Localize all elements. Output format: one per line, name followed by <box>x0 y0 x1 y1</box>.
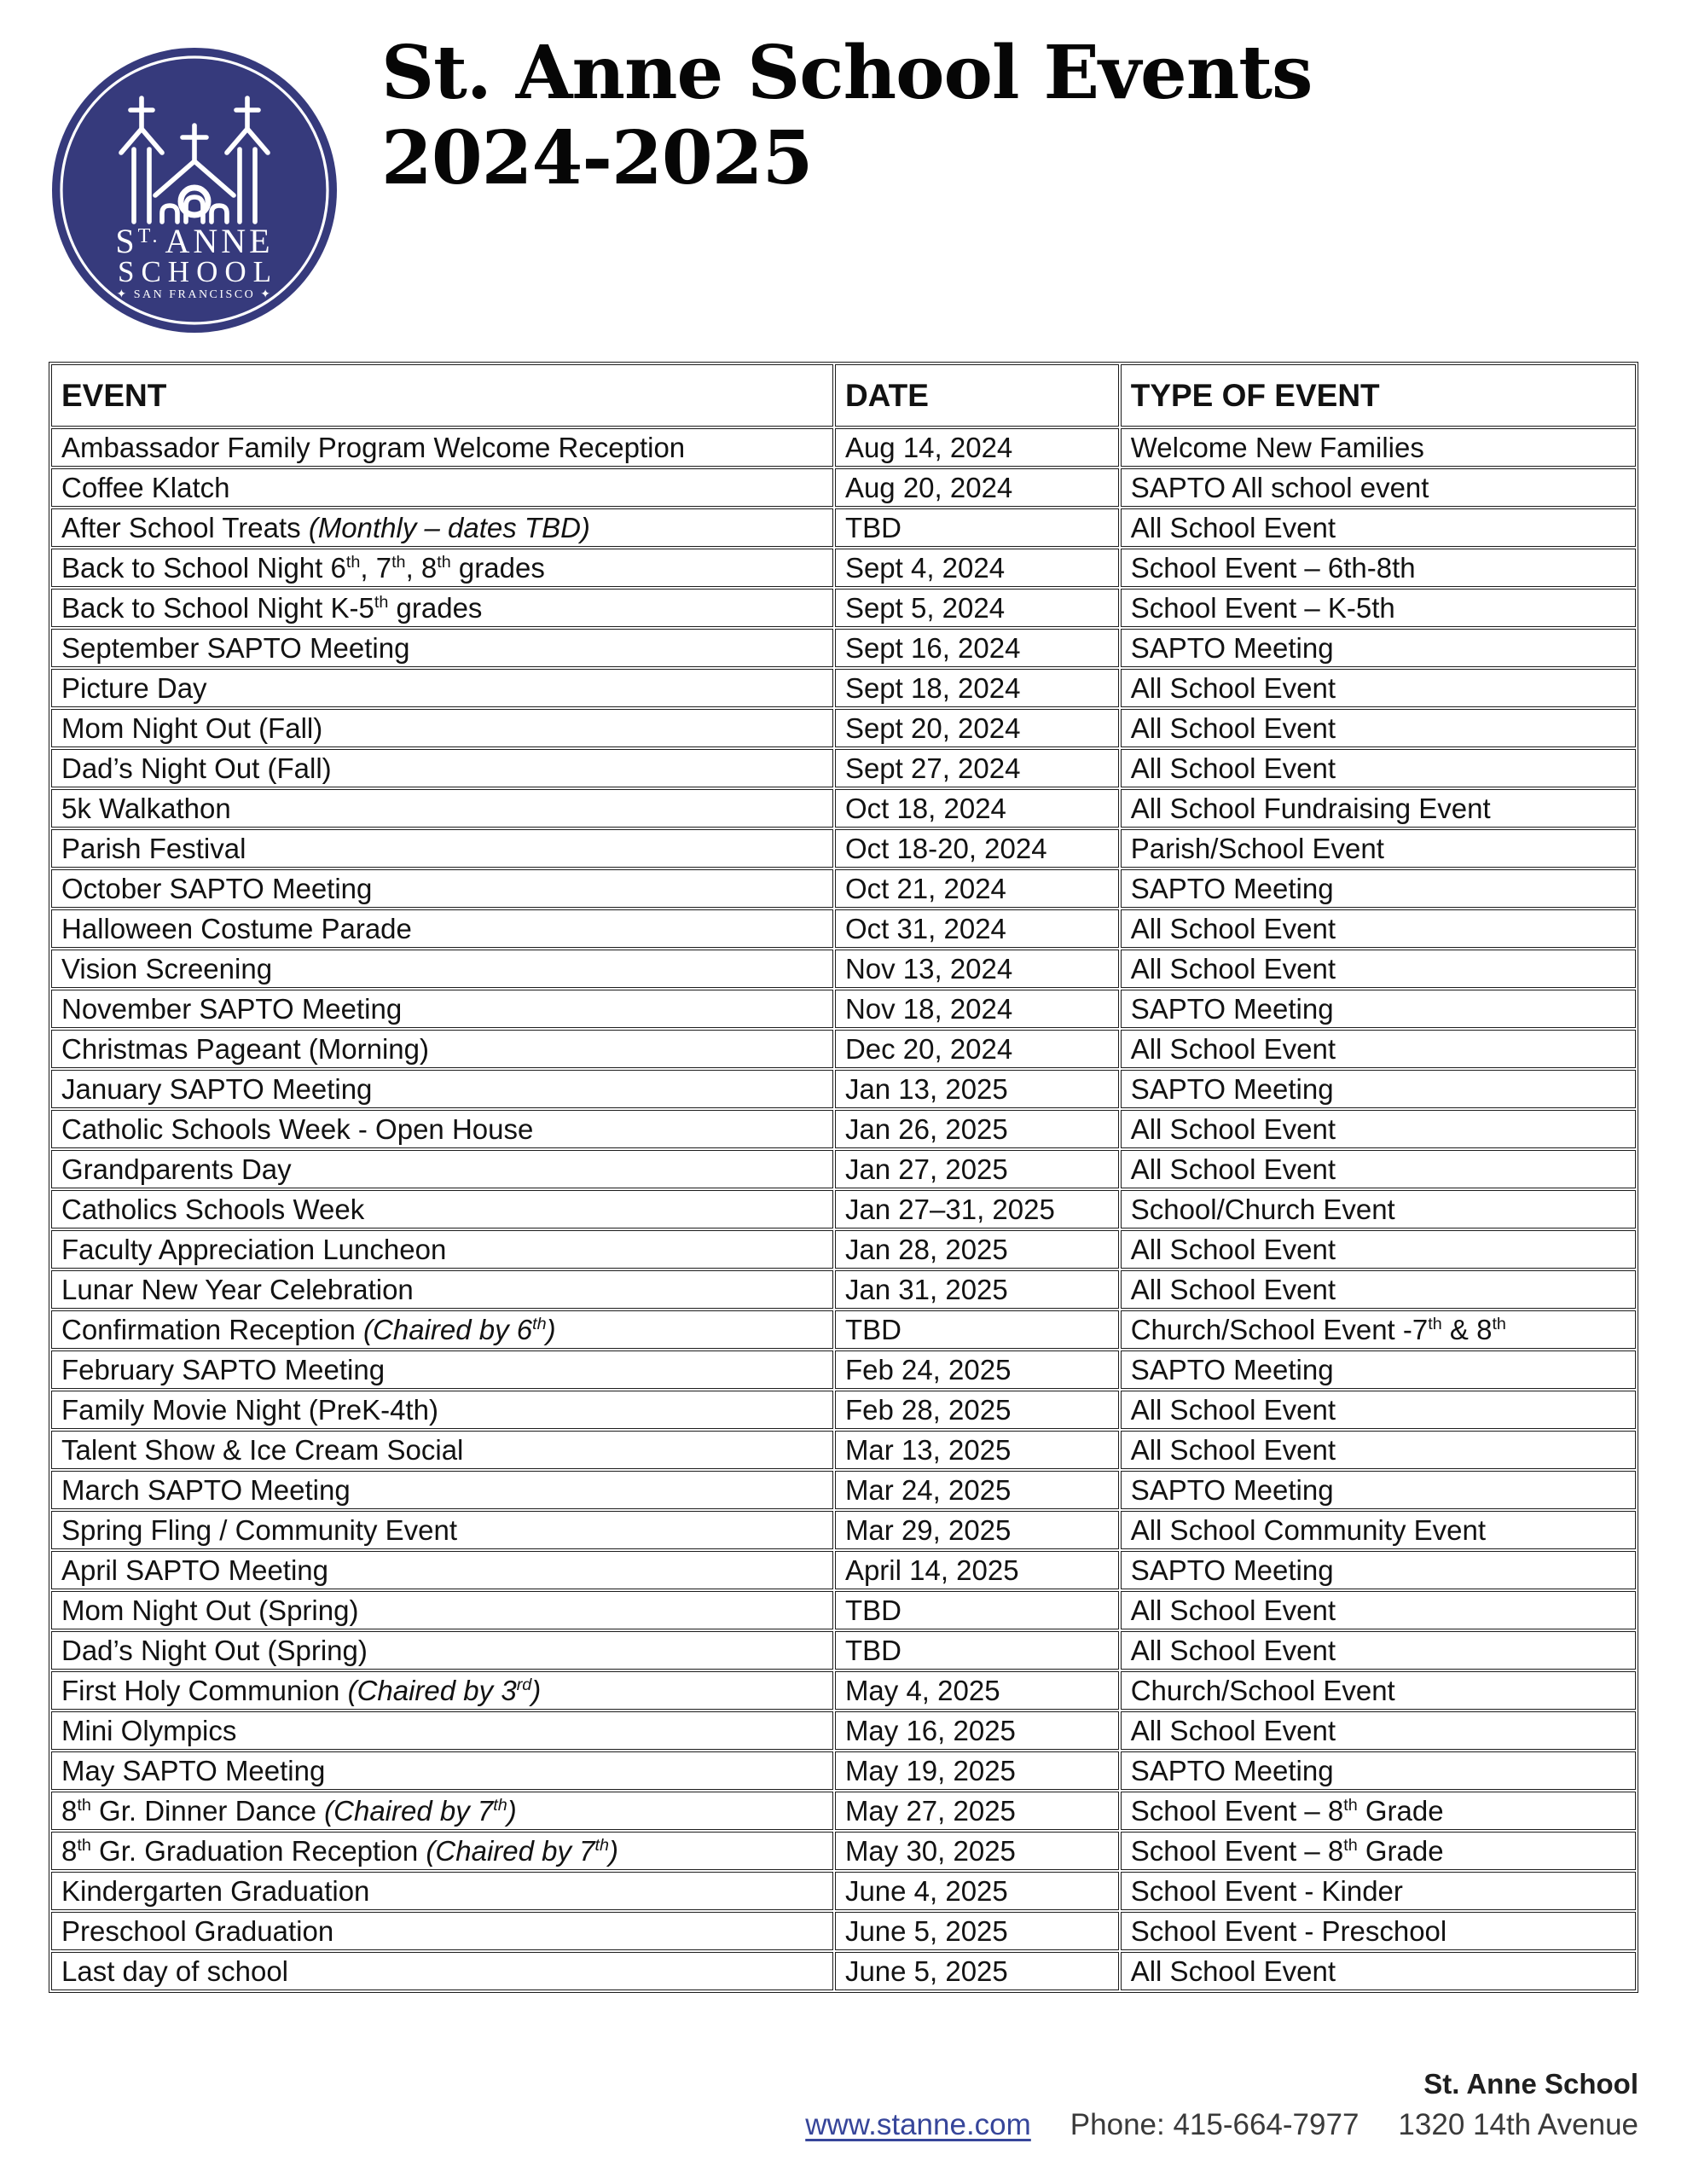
event-cell: 5k Walkathon <box>51 789 833 828</box>
table-row <box>51 1070 1636 1108</box>
table-row <box>51 428 1636 467</box>
date-cell: Sept 4, 2024 <box>835 549 1119 587</box>
school-logo <box>51 47 338 334</box>
event-cell: Christmas Pageant (Morning) <box>51 1030 833 1068</box>
date-cell: Jan 27, 2025 <box>835 1150 1119 1188</box>
type-cell: SAPTO Meeting <box>1121 1350 1636 1389</box>
date-cell: June 5, 2025 <box>835 1912 1119 1950</box>
event-cell: Back to School Night 6th, 7th, 8th grades <box>51 549 833 587</box>
event-cell: Vision Screening <box>51 950 833 988</box>
table-row <box>51 1832 1636 1870</box>
type-cell: All School Event <box>1121 1150 1636 1188</box>
table-row <box>51 1591 1636 1629</box>
table-row <box>51 1872 1636 1910</box>
table-row <box>51 669 1636 707</box>
date-cell: TBD <box>835 1591 1119 1629</box>
date-cell: Sept 27, 2024 <box>835 749 1119 787</box>
event-cell: Ambassador Family Program Welcome Reception <box>51 428 833 467</box>
header-row <box>51 364 1636 427</box>
type-cell: Parish/School Event <box>1121 829 1636 868</box>
type-cell: All School Event <box>1121 508 1636 547</box>
type-cell: All School Event <box>1121 909 1636 948</box>
footer-phone: Phone: 415-664-7977 <box>1070 2108 1359 2141</box>
date-cell: May 16, 2025 <box>835 1711 1119 1750</box>
date-cell: May 27, 2025 <box>835 1792 1119 1830</box>
column-header-type: TYPE OF EVENT <box>1121 364 1636 427</box>
table-row <box>51 1471 1636 1509</box>
event-cell: February SAPTO Meeting <box>51 1350 833 1389</box>
date-cell: April 14, 2025 <box>835 1551 1119 1589</box>
table-row <box>51 1310 1636 1349</box>
table-row <box>51 1631 1636 1670</box>
event-cell: Talent Show & Ice Cream Social <box>51 1431 833 1469</box>
footer-contact-line <box>805 2108 1638 2142</box>
event-cell: January SAPTO Meeting <box>51 1070 833 1108</box>
event-cell: Kindergarten Graduation <box>51 1872 833 1910</box>
type-cell: SAPTO Meeting <box>1121 990 1636 1028</box>
type-cell: SAPTO Meeting <box>1121 629 1636 667</box>
date-cell: Jan 28, 2025 <box>835 1230 1119 1269</box>
date-cell: Sept 5, 2024 <box>835 589 1119 627</box>
date-cell: June 5, 2025 <box>835 1952 1119 1990</box>
title-line-2: 2024-2025 <box>381 114 813 201</box>
type-cell: School Event – 8th Grade <box>1121 1832 1636 1870</box>
type-cell: Welcome New Families <box>1121 428 1636 467</box>
table-row <box>51 789 1636 828</box>
date-cell: Oct 18-20, 2024 <box>835 829 1119 868</box>
date-cell: Oct 18, 2024 <box>835 789 1119 828</box>
type-cell: Church/School Event <box>1121 1671 1636 1710</box>
date-cell: Feb 28, 2025 <box>835 1391 1119 1429</box>
date-cell: Feb 24, 2025 <box>835 1350 1119 1389</box>
event-cell: Picture Day <box>51 669 833 707</box>
date-cell: Oct 31, 2024 <box>835 909 1119 948</box>
table-row <box>51 990 1636 1028</box>
date-cell: Oct 21, 2024 <box>835 869 1119 908</box>
event-cell: Coffee Klatch <box>51 468 833 507</box>
type-cell: All School Event <box>1121 669 1636 707</box>
type-cell: All School Event <box>1121 1711 1636 1750</box>
date-cell: Jan 26, 2025 <box>835 1110 1119 1148</box>
table-row <box>51 749 1636 787</box>
event-cell: After School Treats (Monthly – dates TBD) <box>51 508 833 547</box>
date-cell: Nov 13, 2024 <box>835 950 1119 988</box>
table-row <box>51 1230 1636 1269</box>
table-row <box>51 1751 1636 1790</box>
table-row <box>51 468 1636 507</box>
column-header-date: DATE <box>835 364 1119 427</box>
type-cell: All School Event <box>1121 749 1636 787</box>
type-cell: SAPTO Meeting <box>1121 1751 1636 1790</box>
table-row <box>51 1110 1636 1148</box>
event-cell: March SAPTO Meeting <box>51 1471 833 1509</box>
table-row <box>51 1551 1636 1589</box>
type-cell: All School Event <box>1121 1952 1636 1990</box>
table-row <box>51 709 1636 747</box>
event-cell: May SAPTO Meeting <box>51 1751 833 1790</box>
table-row <box>51 1190 1636 1228</box>
event-cell: Parish Festival <box>51 829 833 868</box>
event-cell: 8th Gr. Graduation Reception (Chaired by 7th) <box>51 1832 833 1870</box>
date-cell: Jan 31, 2025 <box>835 1270 1119 1309</box>
date-cell: TBD <box>835 508 1119 547</box>
date-cell: Sept 16, 2024 <box>835 629 1119 667</box>
table-row <box>51 1952 1636 1990</box>
event-cell: Catholics Schools Week <box>51 1190 833 1228</box>
event-cell: 8th Gr. Dinner Dance (Chaired by 7th) <box>51 1792 833 1830</box>
type-cell: School/Church Event <box>1121 1190 1636 1228</box>
type-cell: Church/School Event -7th & 8th <box>1121 1310 1636 1349</box>
table-row <box>51 549 1636 587</box>
event-cell: Last day of school <box>51 1952 833 1990</box>
date-cell: June 4, 2025 <box>835 1872 1119 1910</box>
type-cell: School Event – 6th-8th <box>1121 549 1636 587</box>
type-cell: School Event – 8th Grade <box>1121 1792 1636 1830</box>
table-row <box>51 950 1636 988</box>
logo-school-word: SCHOOL <box>117 255 279 288</box>
type-cell: All School Event <box>1121 1270 1636 1309</box>
table-row <box>51 508 1636 547</box>
date-cell: TBD <box>835 1310 1119 1349</box>
table-row <box>51 1711 1636 1750</box>
date-cell: Dec 20, 2024 <box>835 1030 1119 1068</box>
type-cell: All School Event <box>1121 1030 1636 1068</box>
date-cell: Mar 13, 2025 <box>835 1431 1119 1469</box>
event-cell: Faculty Appreciation Luncheon <box>51 1230 833 1269</box>
table-row <box>51 1350 1636 1389</box>
date-cell: Aug 20, 2024 <box>835 468 1119 507</box>
church-icon <box>51 47 338 334</box>
type-cell: School Event - Kinder <box>1121 1872 1636 1910</box>
date-cell: Jan 13, 2025 <box>835 1070 1119 1108</box>
table-row <box>51 629 1636 667</box>
events-table-body <box>51 428 1636 1990</box>
event-cell: Dad’s Night Out (Fall) <box>51 749 833 787</box>
logo-school-name: $S^{T.}$ ANNE <box>115 222 274 260</box>
event-cell: Lunar New Year Celebration <box>51 1270 833 1309</box>
type-cell: School Event - Preschool <box>1121 1912 1636 1950</box>
event-cell: November SAPTO Meeting <box>51 990 833 1028</box>
column-header-event: EVENT <box>51 364 833 427</box>
logo-city: ✦ SAN FRANCISCO ✦ <box>116 288 273 301</box>
type-cell: All School Event <box>1121 1591 1636 1629</box>
event-cell: Dad’s Night Out (Spring) <box>51 1631 833 1670</box>
website-link[interactable]: www.stanne.com <box>805 2108 1031 2141</box>
date-cell: Aug 14, 2024 <box>835 428 1119 467</box>
type-cell: SAPTO Meeting <box>1121 1471 1636 1509</box>
table-row <box>51 1792 1636 1830</box>
type-cell: All School Event <box>1121 1230 1636 1269</box>
date-cell: Mar 24, 2025 <box>835 1471 1119 1509</box>
event-cell: October SAPTO Meeting <box>51 869 833 908</box>
type-cell: All School Event <box>1121 709 1636 747</box>
event-cell: Halloween Costume Parade <box>51 909 833 948</box>
events-table <box>49 362 1638 1993</box>
table-row <box>51 1150 1636 1188</box>
table-row <box>51 1431 1636 1469</box>
footer <box>805 2068 1638 2142</box>
table-row <box>51 1912 1636 1950</box>
event-cell: April SAPTO Meeting <box>51 1551 833 1589</box>
table-row <box>51 869 1636 908</box>
type-cell: SAPTO Meeting <box>1121 1070 1636 1108</box>
date-cell: May 30, 2025 <box>835 1832 1119 1870</box>
event-cell: Mini Olympics <box>51 1711 833 1750</box>
event-cell: Preschool Graduation <box>51 1912 833 1950</box>
title-line-1: St. Anne School Events <box>381 30 1313 116</box>
event-cell: Grandparents Day <box>51 1150 833 1188</box>
table-row <box>51 1030 1636 1068</box>
type-cell: All School Event <box>1121 1631 1636 1670</box>
table-row <box>51 1391 1636 1429</box>
event-cell: First Holy Communion (Chaired by 3rd) <box>51 1671 833 1710</box>
type-cell: All School Event <box>1121 1431 1636 1469</box>
event-cell: Back to School Night K-5th grades <box>51 589 833 627</box>
event-cell: September SAPTO Meeting <box>51 629 833 667</box>
type-cell: SAPTO Meeting <box>1121 1551 1636 1589</box>
date-cell: Mar 29, 2025 <box>835 1511 1119 1549</box>
event-cell: Catholic Schools Week - Open House <box>51 1110 833 1148</box>
type-cell: School Event – K-5th <box>1121 589 1636 627</box>
page-title <box>381 31 1312 201</box>
table-row <box>51 1511 1636 1549</box>
table-row <box>51 909 1636 948</box>
event-cell: Confirmation Reception (Chaired by 6th) <box>51 1310 833 1349</box>
event-cell: Mom Night Out (Spring) <box>51 1591 833 1629</box>
event-cell: Mom Night Out (Fall) <box>51 709 833 747</box>
type-cell: SAPTO All school event <box>1121 468 1636 507</box>
footer-school-name: St. Anne School <box>1423 2068 1638 2100</box>
footer-address: 1320 14th Avenue <box>1398 2108 1638 2141</box>
date-cell: Sept 20, 2024 <box>835 709 1119 747</box>
type-cell: All School Community Event <box>1121 1511 1636 1549</box>
date-cell: TBD <box>835 1631 1119 1670</box>
event-cell: Spring Fling / Community Event <box>51 1511 833 1549</box>
table-row <box>51 1270 1636 1309</box>
type-cell: All School Fundraising Event <box>1121 789 1636 828</box>
date-cell: Jan 27–31, 2025 <box>835 1190 1119 1228</box>
date-cell: May 4, 2025 <box>835 1671 1119 1710</box>
type-cell: All School Event <box>1121 1110 1636 1148</box>
type-cell: SAPTO Meeting <box>1121 869 1636 908</box>
event-cell: Family Movie Night (PreK-4th) <box>51 1391 833 1429</box>
table-row <box>51 589 1636 627</box>
date-cell: Sept 18, 2024 <box>835 669 1119 707</box>
date-cell: May 19, 2025 <box>835 1751 1119 1790</box>
date-cell: Nov 18, 2024 <box>835 990 1119 1028</box>
type-cell: All School Event <box>1121 950 1636 988</box>
table-row <box>51 829 1636 868</box>
table-row <box>51 1671 1636 1710</box>
type-cell: All School Event <box>1121 1391 1636 1429</box>
